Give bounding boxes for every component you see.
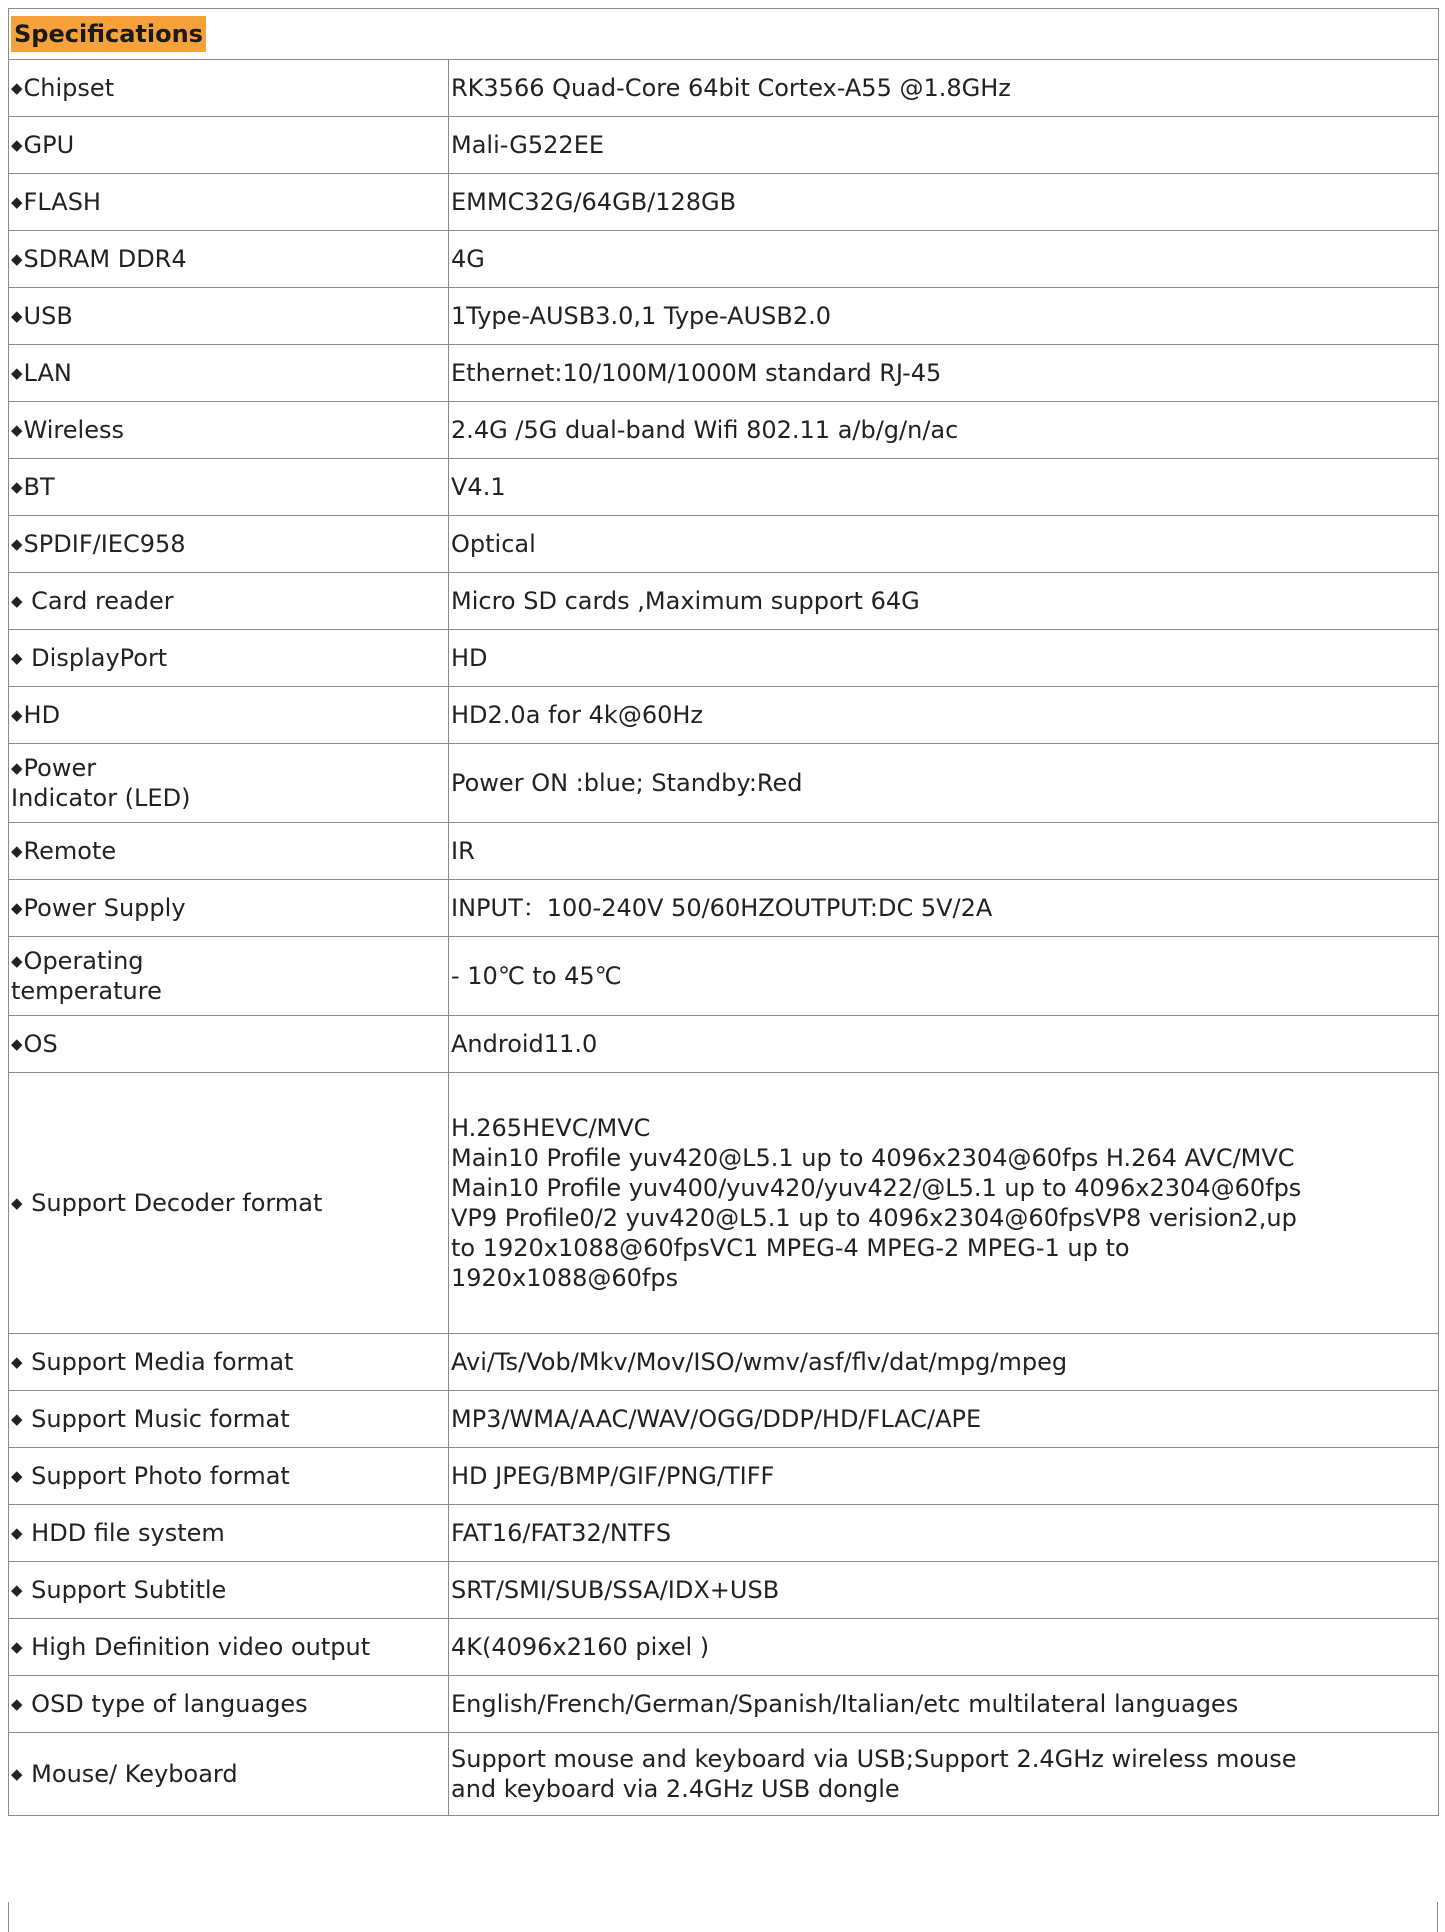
spec-value-cell [449, 117, 1439, 174]
spec-value: HD [451, 644, 488, 672]
diamond-bullet-icon: ◆ [11, 421, 23, 439]
spec-label: Card reader [23, 587, 174, 615]
diamond-bullet-icon: ◆ [11, 706, 23, 724]
spec-label: Power Indicator (LED) [11, 754, 191, 812]
spec-value-cell [449, 459, 1439, 516]
spec-row [9, 459, 1439, 516]
spec-value-cell [449, 1448, 1439, 1505]
spec-row [9, 1505, 1439, 1562]
spec-value: HD JPEG/BMP/GIF/PNG/TIFF [451, 1462, 775, 1490]
diamond-bullet-icon: ◆ [11, 1695, 23, 1713]
spec-value-cell [449, 231, 1439, 288]
diamond-bullet-icon: ◆ [11, 535, 23, 553]
spec-value: Android11.0 [451, 1030, 598, 1058]
spec-label-cell [9, 231, 449, 288]
spec-label-cell [9, 459, 449, 516]
spec-value-cell [449, 573, 1439, 630]
spec-value-cell [449, 345, 1439, 402]
spec-value: MP3/WMA/AAC/WAV/OGG/DDP/HD/FLAC/APE [451, 1405, 982, 1433]
spec-label-cell [9, 1733, 449, 1816]
spec-label-cell [9, 1334, 449, 1391]
spec-row [9, 1391, 1439, 1448]
table-header-row [9, 9, 1439, 60]
diamond-bullet-icon: ◆ [11, 364, 23, 382]
spec-row [9, 1676, 1439, 1733]
diamond-bullet-icon: ◆ [11, 1353, 23, 1371]
spec-value: Support mouse and keyboard via USB;Support 2.4GHz wireless mouse and keyboard via 2.4GHz USB dongle [451, 1745, 1297, 1803]
diamond-bullet-icon: ◆ [11, 193, 23, 211]
diamond-bullet-icon: ◆ [11, 1467, 23, 1485]
diamond-bullet-icon: ◆ [11, 136, 23, 154]
spec-label: Mouse/ Keyboard [23, 1760, 238, 1788]
spec-label: OSD type of languages [23, 1690, 308, 1718]
diamond-bullet-icon: ◆ [11, 759, 23, 777]
spec-label: HDD file system [23, 1519, 225, 1547]
spec-row [9, 573, 1439, 630]
diamond-bullet-icon: ◆ [11, 842, 23, 860]
spec-row [9, 288, 1439, 345]
spec-label-cell [9, 1505, 449, 1562]
spec-label-cell [9, 288, 449, 345]
spec-row [9, 823, 1439, 880]
spec-value-cell [449, 937, 1439, 1016]
diamond-bullet-icon: ◆ [11, 250, 23, 268]
spec-row [9, 1562, 1439, 1619]
spec-row [9, 937, 1439, 1016]
spec-label: Operating temperature [11, 947, 162, 1005]
spec-row [9, 117, 1439, 174]
spec-value: IR [451, 837, 475, 865]
spec-label-cell [9, 1619, 449, 1676]
spec-label-cell [9, 823, 449, 880]
spec-value: HD2.0a for 4k@60Hz [451, 701, 704, 729]
diamond-bullet-icon: ◆ [11, 1581, 23, 1599]
spec-value-cell [449, 1016, 1439, 1073]
spec-label-cell [9, 1073, 449, 1334]
spec-value-cell [449, 516, 1439, 573]
diamond-bullet-icon: ◆ [11, 899, 23, 917]
spec-value-cell [449, 1733, 1439, 1816]
spec-label: LAN [23, 359, 72, 387]
spec-label-cell [9, 687, 449, 744]
diamond-bullet-icon: ◆ [11, 1410, 23, 1428]
spec-row [9, 231, 1439, 288]
spec-value-cell [449, 1334, 1439, 1391]
specifications-title: Specifications [11, 16, 206, 52]
spec-row [9, 1334, 1439, 1391]
table-header-cell [9, 9, 1439, 60]
spec-label-cell [9, 937, 449, 1016]
diamond-bullet-icon: ◆ [11, 1194, 23, 1212]
spec-value-cell [449, 630, 1439, 687]
spec-row [9, 880, 1439, 937]
spec-label: Wireless [23, 416, 124, 444]
spec-value: EMMC32G/64GB/128GB [451, 188, 737, 216]
spec-label: DisplayPort [23, 644, 168, 672]
spec-value: H.265HEVC/MVC Main10 Profile yuv420@L5.1 up to 4096x2304@60fps H.264 AVC/MVC Main10 Profile yuv400/yuv420/yuv422/@L5.1 up to 4096x2304@60fps VP9 Profile0/2 yuv420@L5.1 up to 4096x2304@60fpsVP8 verision2,up to 1920x1088@60fpsVC1 MPEG-4 MPEG-2 MPEG-1 up to 1920x1088@60fps [451, 1114, 1302, 1292]
spec-value: Avi/Ts/Vob/Mkv/Mov/ISO/wmv/asf/flv/dat/mpg/mpeg [451, 1348, 1068, 1376]
spec-label-cell [9, 744, 449, 823]
spec-value-cell [449, 402, 1439, 459]
specifications-table [8, 8, 1439, 1816]
spec-value-cell [449, 744, 1439, 823]
diamond-bullet-icon: ◆ [11, 952, 23, 970]
spec-label: Support Music format [23, 1405, 290, 1433]
spec-label: Support Photo format [23, 1462, 290, 1490]
spec-label: SDRAM DDR4 [23, 245, 187, 273]
spec-row [9, 630, 1439, 687]
diamond-bullet-icon: ◆ [11, 1638, 23, 1656]
spec-value: Mali-G522EE [451, 131, 605, 159]
diamond-bullet-icon: ◆ [11, 307, 23, 325]
spec-label-cell [9, 345, 449, 402]
spec-row [9, 345, 1439, 402]
spec-value-cell [449, 687, 1439, 744]
table-continuation-edge [8, 1902, 1438, 1932]
spec-row [9, 516, 1439, 573]
spec-row [9, 402, 1439, 459]
spec-label: BT [23, 473, 55, 501]
spec-label: Chipset [23, 74, 115, 102]
spec-label: Support Media format [23, 1348, 294, 1376]
spec-label: Support Decoder format [23, 1189, 323, 1217]
diamond-bullet-icon: ◆ [11, 592, 23, 610]
spec-value: 2.4G /5G dual-band Wifi 802.11 a/b/g/n/ac [451, 416, 959, 444]
diamond-bullet-icon: ◆ [11, 1765, 23, 1783]
spec-label-cell [9, 1562, 449, 1619]
spec-label-cell [9, 630, 449, 687]
spec-value-cell [449, 1619, 1439, 1676]
spec-label: Power Supply [23, 894, 186, 922]
spec-value: Power ON :blue; Standby:Red [451, 769, 803, 797]
spec-row [9, 1733, 1439, 1816]
diamond-bullet-icon: ◆ [11, 649, 23, 667]
diamond-bullet-icon: ◆ [11, 79, 23, 97]
spec-label: GPU [23, 131, 75, 159]
spec-row [9, 1619, 1439, 1676]
spec-value-cell [449, 1073, 1439, 1334]
spec-row [9, 1448, 1439, 1505]
spec-value: INPUT：100-240V 50/60HZOUTPUT:DC 5V/2A [451, 894, 993, 922]
spec-value: Optical [451, 530, 536, 558]
diamond-bullet-icon: ◆ [11, 1035, 23, 1053]
spec-label-cell [9, 1391, 449, 1448]
spec-value-cell [449, 288, 1439, 345]
spec-value-cell [449, 1562, 1439, 1619]
spec-label: Remote [23, 837, 117, 865]
spec-label: High Definition video output [23, 1633, 371, 1661]
spec-value: 1Type-AUSB3.0,1 Type-AUSB2.0 [451, 302, 832, 330]
spec-label-cell [9, 117, 449, 174]
spec-value: - 10℃ to 45℃ [451, 962, 622, 990]
spec-label: FLASH [23, 188, 101, 216]
spec-value: SRT/SMI/SUB/SSA/IDX+USB [451, 1576, 780, 1604]
spec-label-cell [9, 60, 449, 117]
spec-label: SPDIF/IEC958 [23, 530, 186, 558]
spec-row [9, 744, 1439, 823]
spec-row [9, 1073, 1439, 1334]
diamond-bullet-icon: ◆ [11, 478, 23, 496]
spec-value-cell [449, 174, 1439, 231]
spec-value: 4K(4096x2160 pixel ) [451, 1633, 710, 1661]
spec-label: OS [23, 1030, 58, 1058]
spec-label-cell [9, 1676, 449, 1733]
spec-row [9, 174, 1439, 231]
spec-value-cell [449, 823, 1439, 880]
spec-value: V4.1 [451, 473, 506, 501]
spec-value-cell [449, 1505, 1439, 1562]
spec-value-cell [449, 880, 1439, 937]
spec-label: USB [23, 302, 73, 330]
spec-value-cell [449, 60, 1439, 117]
spec-row [9, 1016, 1439, 1073]
spec-label-cell [9, 573, 449, 630]
spec-value: Micro SD cards ,Maximum support 64G [451, 587, 920, 615]
spec-value: RK3566 Quad-Core 64bit Cortex-A55 @1.8GHz [451, 74, 1011, 102]
spec-value: 4G [451, 245, 485, 273]
spec-value-cell [449, 1676, 1439, 1733]
spec-label-cell [9, 1448, 449, 1505]
spec-label-cell [9, 1016, 449, 1073]
spec-value: Ethernet:10/100M/1000M standard RJ-45 [451, 359, 942, 387]
spec-value: FAT16/FAT32/NTFS [451, 1519, 672, 1547]
spec-label-cell [9, 402, 449, 459]
spec-label: HD [23, 701, 61, 729]
spec-label: Support Subtitle [23, 1576, 227, 1604]
spec-label-cell [9, 516, 449, 573]
diamond-bullet-icon: ◆ [11, 1524, 23, 1542]
spec-value-cell [449, 1391, 1439, 1448]
spec-label-cell [9, 880, 449, 937]
spec-row [9, 60, 1439, 117]
spec-value: English/French/German/Spanish/Italian/etc multilateral languages [451, 1690, 1239, 1718]
spec-label-cell [9, 174, 449, 231]
spec-row [9, 687, 1439, 744]
